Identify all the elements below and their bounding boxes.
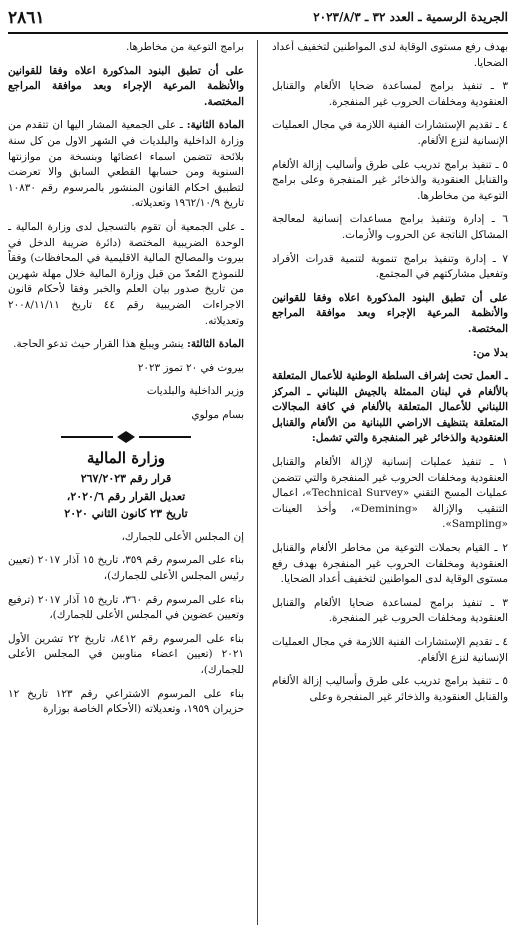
ministry-title: وزارة المالية — [86, 449, 166, 468]
decision-amendment: تعديل القرار رقم ٢٠٢٠/٦، — [66, 489, 186, 503]
signatory-title: وزير الداخلية والبلديات — [146, 385, 244, 398]
paragraph: ٣ ـ تنفيذ برامج لمساعدة ضحايا الألغام والقنابل العنقودية ومخلفات الحروب غير المنفجرة. — [272, 80, 508, 108]
gazette-title: الجريدة الرسمية ـ العدد ٣٢ ـ ٢٠٢٣/٨/٣ — [313, 10, 508, 24]
paragraph: برامج التوعية من مخاطرها. — [125, 41, 244, 53]
article-two — [8, 118, 244, 212]
condition-paragraph: على أن تطبق البنود المذكورة اعلاه وفقا للقوانين والأنظمة المرعية الإجراء وبعد موافقة المراجع المختصة. — [8, 64, 244, 108]
paragraph: ١ ـ تنفيذ عمليات إنسانية لإزالة الألغام والقنابل العنقودية ومخلفات الحروب غير المنفجرة والتي تتضمن عمليات المسح التقني «Technical Survey»، اعمال التنقيب والإزالة «Demining»، وأخذ العينات «Sampling». — [272, 456, 508, 531]
paragraph: ٥ ـ تنفيذ برامج تدريب على طرق وأساليب إزالة الألغام والقنابل العنقودية والذخائر غير المنفجرة وعلى برامج التوعية من مخاطرها. — [272, 158, 508, 202]
signatory-name: بسام مولوي — [191, 408, 244, 421]
paragraph: ـ على الجمعية أن تقوم بالتسجيل لدى وزارة المالية ـ الوحدة الضريبية المختصة (دائرة ضريبة الدخل في بيروت والمصالح المالية الاقليمية في المحافظات) وفقاً للنموذج المُعدّ من قبل وزارة المالية خلال مهلة شهرين من تاريخ صدور بيان العلم والخبر وفقا لأحكام قانون الاجراءات الضريبية رقم ٤٤ تاريخ ٢٠٠٨/١١/١١ وتعديلاته. — [8, 220, 244, 327]
article-two-label: المادة الثانية: — [186, 119, 244, 132]
paragraph: بناء على المرسوم رقم ٨٤١٢، تاريخ ٢٢ تشرين الأول ٢٠٢١ (تعيين اعضاء مناوبين في المجلس الأعلى للجمارك)، — [8, 632, 244, 676]
column-divider — [257, 40, 258, 925]
page-header — [8, 6, 508, 34]
paragraph: بناء على المرسوم رقم ٣٥٩، تاريخ ١٥ آذار ٢٠١٧ (تعيين رئيس المجلس الأعلى للجمارك)، — [8, 554, 244, 583]
paragraph: ـ العمل تحت إشراف السلطة الوطنية للأعمال المتعلقة بالألغام في لبنان الممثلة بالجيش اللبناني ـ المركز اللبناني للأعمال المتعلقة بالألغام في كافة المجالات المتعلقة بتنظيف الاراضي اللبنانية من الألغام والقنابل العنقودية والذخائر غير المنفجرة والتي تشمل: — [272, 370, 508, 445]
paragraph: بناء على المرسوم رقم ٣٦٠، تاريخ ١٥ آذار ٢٠١٧ (ترفيع وتعيين عضوين في المجلس الأعلى للجمارك)، — [8, 593, 244, 622]
paragraph: ٧ ـ إدارة وتنفيذ برامج تنموية لتنمية قدرات الأفراد وتفعيل مشاركتهم في المجتمع. — [272, 252, 508, 281]
decision-number: قرار رقم ٢٦٧/٢٠٢٣ — [80, 472, 172, 486]
right-column — [272, 40, 508, 930]
article-three-text: ينشر ويبلغ هذا القرار حيث تدعو الحاجة. — [13, 338, 188, 351]
paragraph: ٤ ـ تقديم الإستشارات الفنية اللازمة في مجال العمليات الإنسانية لنزع الألغام. — [272, 636, 508, 664]
page-number: ٢٨٦١ — [8, 8, 45, 28]
left-column — [8, 40, 244, 930]
article-three-label: المادة الثالثة: — [187, 338, 244, 351]
paragraph: ٦ ـ إدارة وتنفيذ برامج مساعدات إنسانية لمعالجة المشاكل الناتجة عن الحروب والأزمات. — [272, 213, 508, 241]
paragraph: بهدف رفع مستوى الوقاية لدى المواطنين لتخفيف أعداد الضحايا. — [272, 41, 508, 69]
paragraph: ٤ ـ تقديم الإستشارات الفنية اللازمة في مجال العمليات الإنسانية لنزع الألغام. — [272, 119, 508, 147]
section-ornament — [61, 431, 191, 443]
instead-of-label: بدلا من: — [472, 346, 508, 359]
condition-paragraph: على أن تطبق البنود المذكورة اعلاه وفقا للقوانين والأنظمة المرعية الإجراء وبعد موافقة المراجع المختصة. — [272, 291, 508, 335]
paragraph: ٢ ـ القيام بحملات التوعية من مخاطر الألغام والقنابل العنقودية ومخلفات الحروب غير المنفجرة بهدف رفع مستوى الوقاية لدى المواطنين لتخفيف أعداد الضحايا. — [272, 542, 508, 586]
paragraph: ٥ ـ تنفيذ برامج تدريب على طرق وأساليب إزالة الألغام والقنابل العنقودية والذخائر غير المنفجرة وعلى — [272, 675, 508, 703]
article-two-text: ـ على الجمعية المشار اليها ان تتقدم من وزارة الداخلية والبلديات في الشهر الاول من كل سنة بلائحة تتضمن اسماء اعضائها وبنسخة من موازنتها السنوية ومن حسابها القطعي السابق والا تعرضت لتطبيق احكام القانون المنشور بالمرسوم رقم ١٠٨٣٠ تاريخ ١٩٦٢/١٠/٩ وتعديلاته. — [8, 119, 244, 210]
paragraph: ٣ ـ تنفيذ برامج لمساعدة ضحايا الألغام والقنابل العنقودية ومخلفات الحروب غير المنفجرة. — [272, 596, 508, 625]
article-three — [8, 337, 244, 353]
paragraph: إن المجلس الأعلى للجمارك، — [121, 530, 244, 543]
place-date: بيروت في ٢٠ تموز ٢٠٢٣ — [137, 361, 244, 374]
paragraph: بناء على المرسوم الاشتراعي رقم ١٢٣ تاريخ ١٢ حزيران ١٩٥٩، وتعديلاته (الأحكام الخاصة بوزارة — [8, 687, 244, 716]
decision-date: تاريخ ٢٣ كانون الثاني ٢٠٢٠ — [64, 507, 188, 521]
